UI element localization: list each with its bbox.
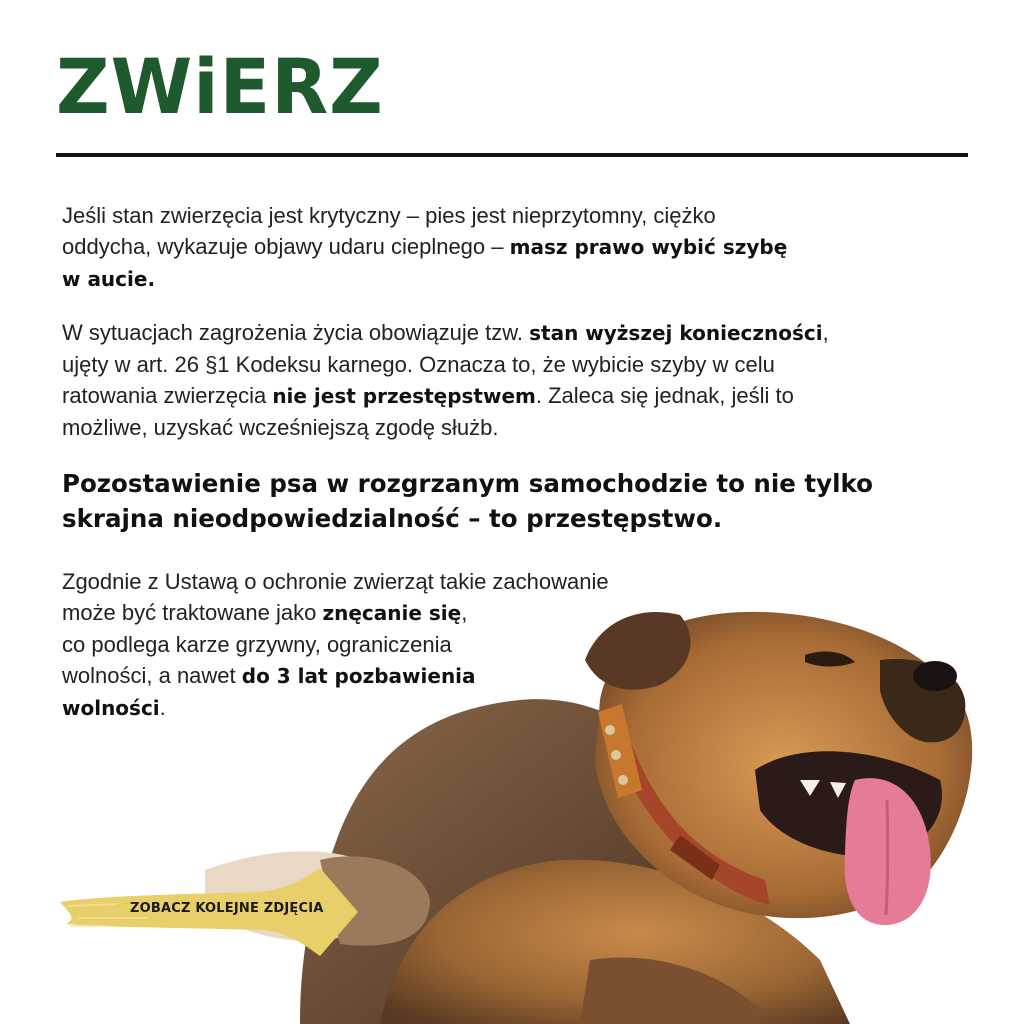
p3-line2-bold: znęcanie się bbox=[322, 601, 462, 625]
p1-line1: Jeśli stan zwierzęcia jest krytyczny – pies jest nieprzytomny, ciężko bbox=[62, 203, 716, 228]
logo-text: ZWiERZ bbox=[56, 43, 384, 132]
p3-line3: co podlega karze grzywny, ograniczenia bbox=[62, 632, 452, 657]
p3-line5-bold: wolności bbox=[62, 696, 160, 720]
p3-line4-bold: do 3 lat pozbawienia bbox=[241, 664, 476, 688]
p3-line2: może być traktowane jako bbox=[62, 600, 323, 625]
cta-label[interactable]: ZOBACZ KOLEJNE ZDJĘCIA bbox=[130, 901, 324, 916]
p2-line1: W sytuacjach zagrożenia życia obowiązuje tzw. bbox=[62, 320, 530, 345]
p1-line2-bold: masz prawo wybić szybę bbox=[509, 235, 788, 259]
p1-line2: oddycha, wykazuje objawy udaru cieplnego – bbox=[62, 234, 510, 259]
heading-line2: skrajna nieodpowiedzialność – to przestępstwo. bbox=[62, 504, 723, 533]
p3-line4: wolności, a nawet bbox=[62, 663, 242, 688]
heading-line1: Pozostawienie psa w rozgrzanym samochodzie to nie tylko bbox=[62, 469, 873, 498]
p3-line5-end: . bbox=[159, 695, 166, 720]
p1-line3-bold: w aucie. bbox=[62, 267, 156, 291]
p3-line1: Zgodnie z Ustawą o ochronie zwierząt takie zachowanie bbox=[62, 569, 609, 594]
paragraph-animal-law bbox=[62, 566, 982, 724]
p2-line1-bold: stan wyższej konieczności bbox=[529, 321, 823, 345]
p3-line2-end: , bbox=[461, 600, 468, 625]
p2-line3: ratowania zwierzęcia bbox=[62, 383, 273, 408]
p2-line1-end: , bbox=[822, 320, 829, 345]
p2-line2: ujęty w art. 26 §1 Kodeksu karnego. Oznacza to, że wybicie szyby w celu bbox=[62, 352, 775, 377]
p2-line3-bold: nie jest przestępstwem bbox=[272, 384, 536, 408]
p2-line3-end: . Zaleca się jednak, jeśli to bbox=[535, 383, 794, 408]
p2-line4: możliwe, uzyskać wcześniejszą zgodę służb. bbox=[62, 415, 499, 440]
